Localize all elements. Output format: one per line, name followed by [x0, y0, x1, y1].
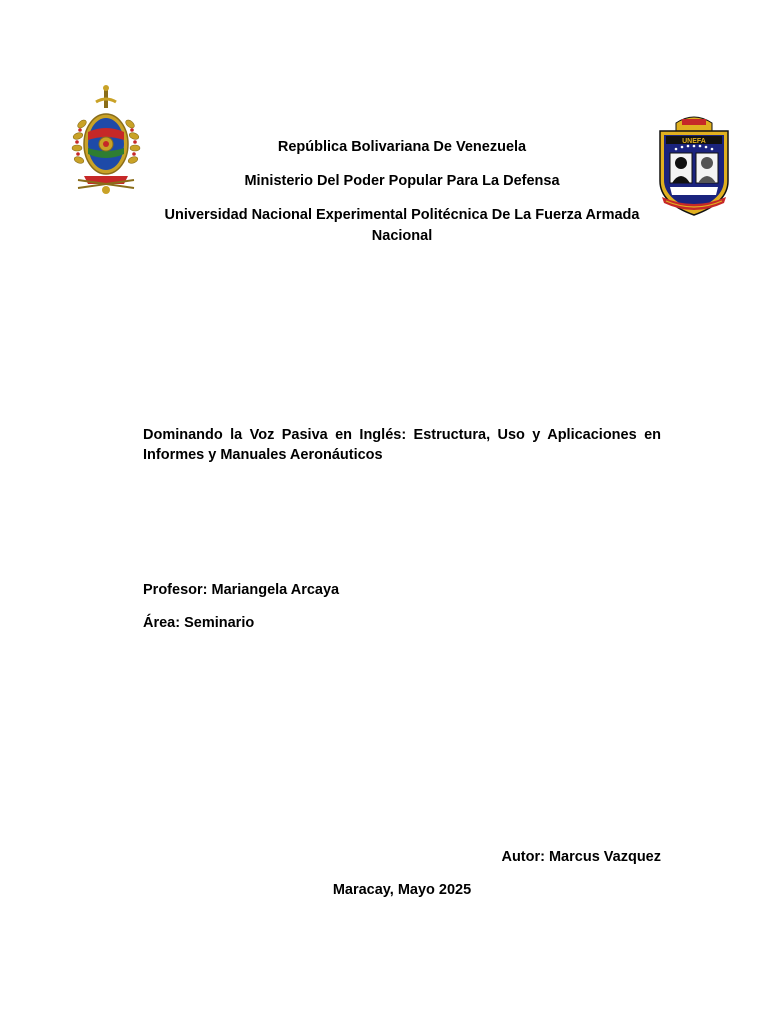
- header-ministry: Ministerio Del Poder Popular Para La Defensa: [244, 173, 560, 189]
- professor-line: Profesor: Mariangela Arcaya: [143, 582, 340, 598]
- author-line: Autor: Marcus Vazquez: [501, 849, 661, 865]
- svg-text:UNEFA: UNEFA: [682, 138, 706, 145]
- place-date-line: Maracay, Mayo 2025: [332, 882, 472, 898]
- header-university: Universidad Nacional Experimental Politécnica De La Fuerza Armada Nacional: [164, 207, 640, 244]
- unefa-shield-icon: [654, 111, 734, 219]
- area-line: Área: Seminario: [143, 615, 255, 631]
- document-title: Dominando la Voz Pasiva en Inglés: Estructura, Uso y Aplicaciones en Informes y Manuales Aeronáuticos: [143, 427, 661, 463]
- header-country: República Bolivariana De Venezuela: [277, 139, 527, 155]
